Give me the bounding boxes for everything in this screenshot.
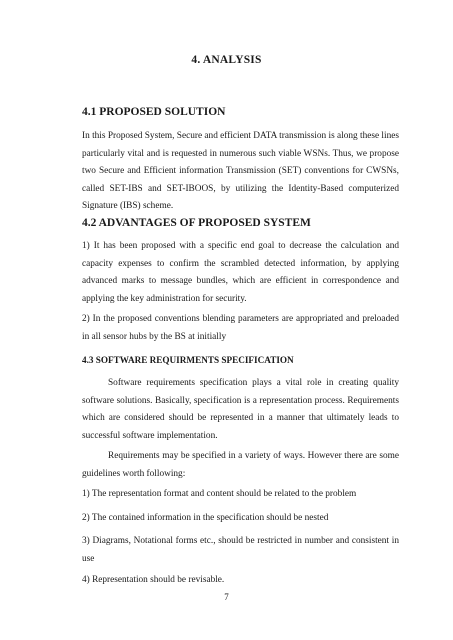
srs-guideline-3: 3) Diagrams, Notational forms etc., should be restricted in number and consistent in use — [82, 536, 399, 564]
section-heading-srs: 4.3 SOFTWARE REQUIRMENTS SPECIFICATION — [82, 355, 294, 365]
section-heading-advantages: 4.2 ADVANTAGES OF PROPOSED SYSTEM — [82, 217, 311, 229]
section-heading-proposed-solution: 4.1 PROPOSED SOLUTION — [82, 106, 226, 118]
advantage-point-1: 1) It has been proposed with a specific end goal to decrease the calculation and capacity expenses to confirm the scrambled detected information, by applying advanced marks to message bundles, which are efficient in correspondence and applying the key administration for security. — [82, 241, 399, 304]
page-number: 7 — [224, 592, 229, 602]
chapter-title: 4. ANALYSIS — [191, 54, 262, 66]
srs-guideline-4: 4) Representation should be revisable. — [82, 575, 225, 585]
srs-guideline-1: 1) The representation format and content should be related to the problem — [82, 489, 357, 499]
proposed-solution-paragraph: In this Proposed System, Secure and efficient DATA transmission is along these lines particularly vital and is requested in numerous such viable WSNs. Thus, we propose two Secure and Efficient information Transmission (SET) conventions for CWSNs, called SET-IBS and SET-IBOOS, by utilizing the Identity-Based computerized Signature (IBS) scheme. — [82, 131, 399, 212]
srs-guideline-2: 2) The contained information in the specification should be nested — [82, 513, 329, 523]
srs-paragraph-1: Software requirements specification plays a vital role in creating quality software solutions. Basically, specification is a representation process. Requirements which are considered should be represented in a manner that ultimately leads to successful software implementation. — [82, 378, 399, 441]
srs-paragraph-2: Requirements may be specified in a variety of ways. However there are some guidelines worth following: — [82, 451, 399, 479]
advantage-point-2: 2) In the proposed conventions blending parameters are appropriated and preloaded in all sensor hubs by the BS at initially — [82, 314, 399, 342]
